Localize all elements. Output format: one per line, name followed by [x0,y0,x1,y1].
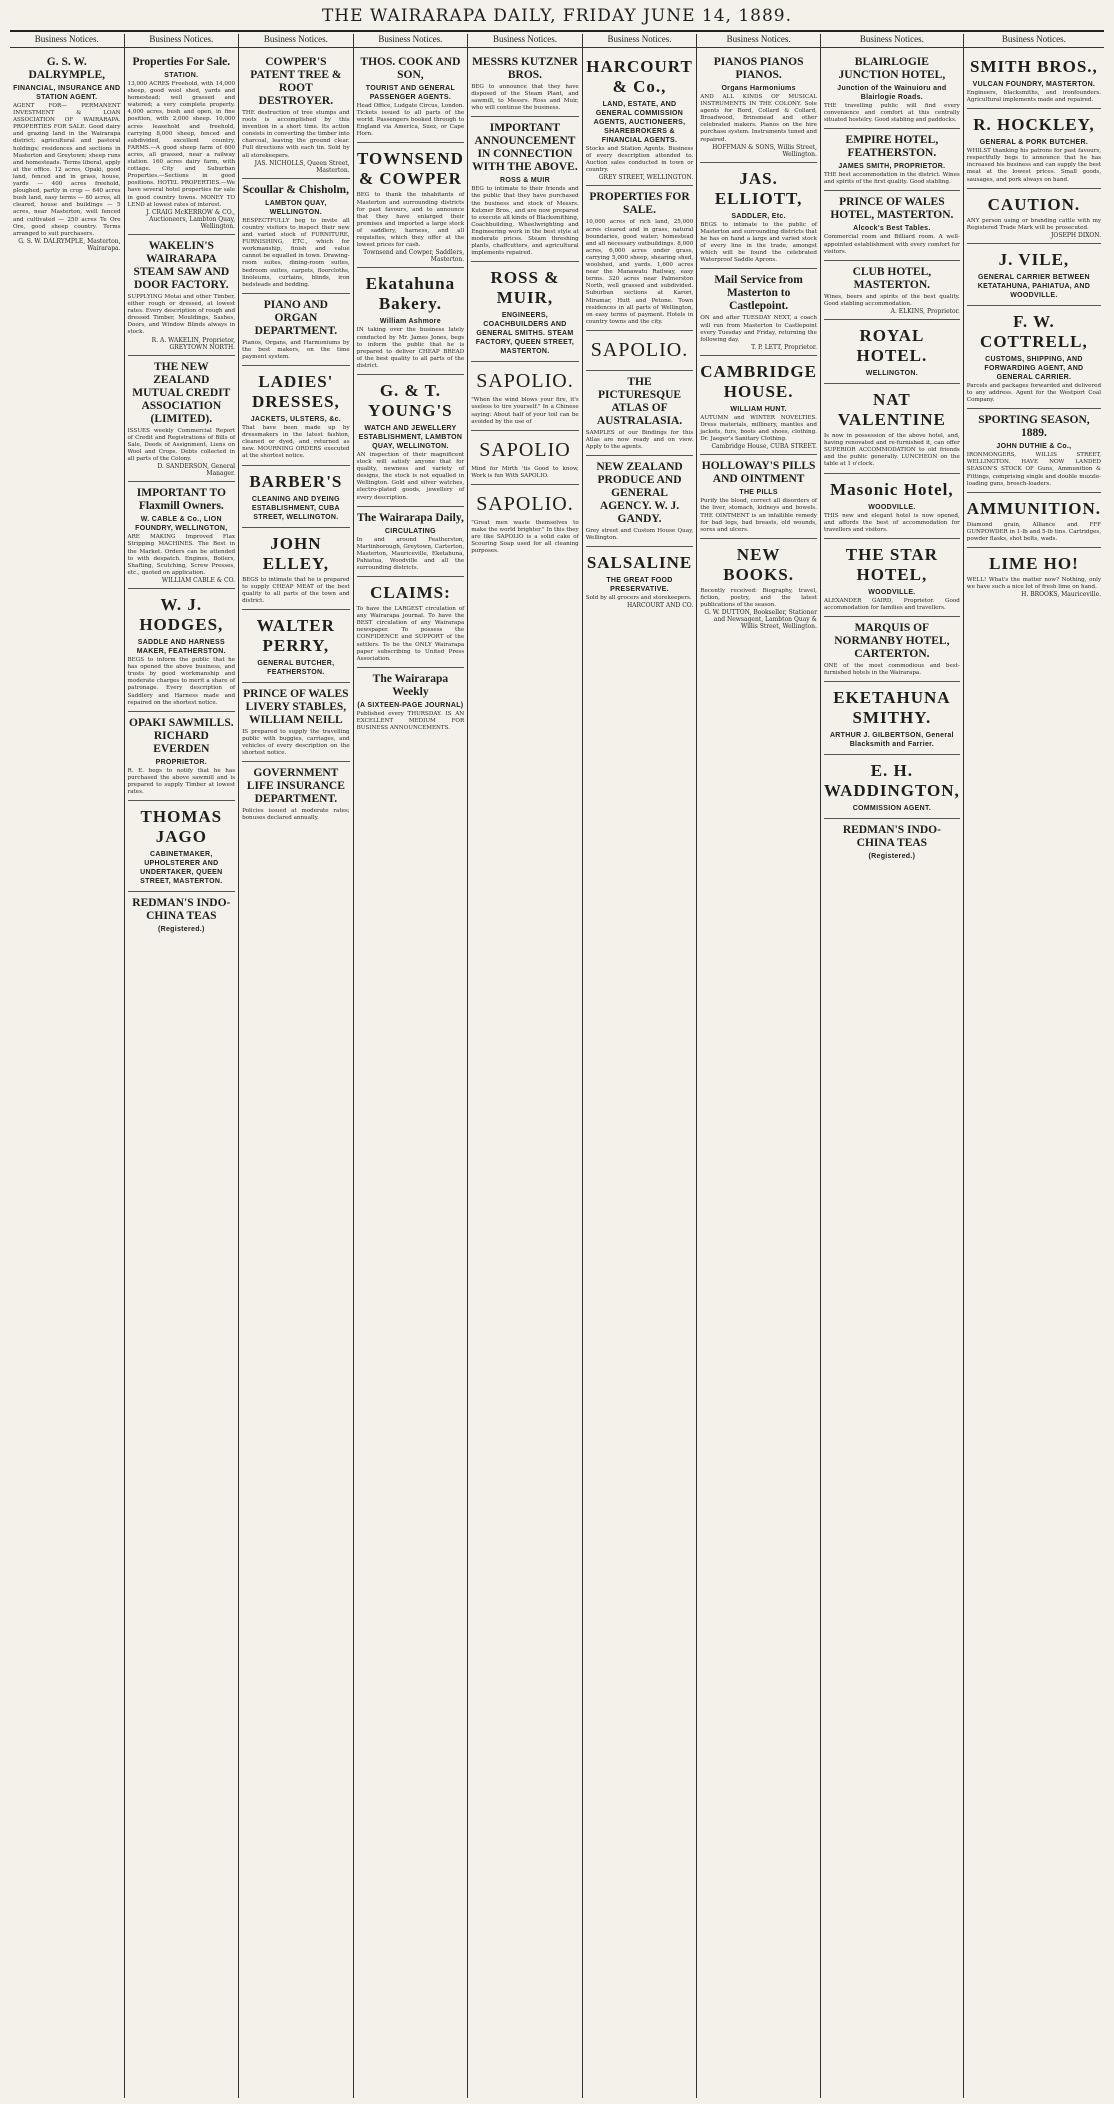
ad-body: ALEXANDER GAIRD, Proprietor. Good accommodation for families and travellers. [823,597,960,611]
ad-body: Policies issued at moderate rates; bonuses declared annually. [242,808,350,822]
advertisement [128,51,236,235]
advertisement [128,801,236,892]
ad-title: SMITH BROS., [970,57,1098,76]
ad-body: RESPECTFULLY beg to invite all country visitors to inspect their new and varied stock of FURNITURE, FURNISHING, ETC., which for workmanship, finish and value cannot be equalled in town. Drawing-room suites, dining-room suites, bedroom suites, carpets, floorcloths, linoleums, curtains, blinds, iron bedsteads and bedding. [242,217,350,288]
advertisement [824,320,960,384]
advertisement [357,268,465,375]
ad-title: Masonic Hotel, [830,479,954,499]
ad-subtitle: LAND, ESTATE, AND GENERAL COMMISSION AGENTS, AUCTIONEERS, SHAREBROKERS & FINANCIAL AGENTS. [593,101,686,144]
ad-body: WELL! What's the matter now? Nothing, only we have such a nice lot of fresh lime on hand. [966,576,1102,591]
ad-title: SAPOLIO. [476,492,574,515]
ad-title: AMMUNITION. [966,498,1102,518]
advertisement [586,547,694,613]
ad-subtitle: (Registered.) [157,926,205,934]
advertisement [586,456,694,547]
ad-title: The Wairarapa Daily, [357,511,464,524]
ad-title: WALTER PERRY, [256,615,335,655]
ad-title: OPAKI SAWMILLS. RICHARD EVERDEN [129,716,234,755]
advertisement [242,466,350,528]
advertisement [357,51,465,143]
column-9 [964,34,1104,2098]
ad-body: SUPPLYING Motai and other Timber, either rough or dressed, at lowest rates. Every description of rough and dressed Timber, Mouldings, Sashes, Doors, and Window Blinds always in stock. [127,293,236,336]
ad-body: AN inspection of their magnificent stock will satisfy anyone that for quality, newness and variety of designs, the stock is not equalled in Wellington. Gold and silver watches, electro-plated goods, jewellery of every description. [356,451,465,501]
ad-body: BEG to announce that they have disposed of the Steam Plant, and sawmill, to Messrs. Ross and Muir, who will continue the business. [471,84,579,112]
ad-title: COWPER'S PATENT TREE & ROOT DESTROYER. [250,56,342,107]
ad-title: PIANO AND ORGAN DEPARTMENT. [254,298,338,337]
advertisement [700,356,817,455]
ad-subtitle: COMMISSION AGENT. [852,805,932,813]
column-header: Business Notices. [468,34,582,48]
ad-body: BEG to thank the inhabitants of Masterton and surrounding districts for past favours, and to announce that they have enlarged their premises and imported a large stock of saddlery, harness, and all requisites, which they offer at the lowest prices for cash. [356,192,465,249]
ad-title: ROSS & MUIR, [490,268,560,308]
advertisement [967,548,1101,602]
ad-body: ON and after TUESDAY NEXT, a coach will run from Masterton to Castlepoint every Tuesday and Friday, returning the following day. [700,315,817,343]
advertisement [586,331,694,371]
ad-body: AND ALL KINDS OF MUSICAL INSTRUMENTS IN THE COLONY. Sole agents for Bord, Collard & Collard, Broadwood, Brinsmead and other celebrated makers. Pianos on the hire purchase system. Instruments tuned and repaired. [700,94,817,143]
ad-body: That have been made up by dressmakers in the latest fashion, cleaned or dyed, and returned as new. MOURNING ORDERS executed at the shortest notice. [242,425,350,460]
ad-title: CLAIMS: [370,583,451,603]
ad-body: IN taking over the business lately conducted by Mr. James Jones, begs to inform the public that he is prepared to deliver CHEAP BREAD of the best quality to all parts of the district. [356,327,465,369]
advertisement [128,356,236,483]
ad-body: IS prepared to supply the travelling public with buggies, carriages, and vehicles of every description on the shortest notice. [242,728,350,757]
ad-subtitle: CLEANING AND DYEING ESTABLISHMENT, CUBA STREET, WELLINGTON. [251,495,340,521]
ad-subtitle: GENERAL BUTCHER, FEATHERSTON. [257,659,335,676]
ad-body: To have the LARGEST circulation of any Wairarapa journal. To have the BEST circulation of any Wairarapa newspaper. To possess the CONFIDENCE and SUPPORT of the settlers. To be the ONLY Wairarapa paper subscribing to United Press Association. [356,606,465,662]
ad-title: SAPOLIO. [590,338,689,361]
column-1 [10,34,125,2098]
ad-body: THE destruction of tree stumps and roots is accomplished by this invention in a short time. Its action consists in converting the timber into charcoal, leaving the ground clear. Full directions with each tin. Sold by all storekeepers. [242,110,350,159]
column-8 [821,34,964,2098]
advertisement [967,493,1101,548]
ad-subtitle: THE GREAT FOOD PRESERVATIVE. [606,577,673,594]
ad-body: Engineers, blacksmiths, and ironfounders. Agricultural implements made and repaired. [966,90,1102,104]
ad-body: SAMPLES of our Bindings for this Atlas are now ready and on view. Apply to the agents. [585,429,694,451]
ad-title: HOLLOWAY'S PILLS AND OINTMENT [701,460,816,486]
masthead: THE WAIRARAPA DAILY, FRIDAY JUNE 14, 1889. [10,6,1104,32]
advertisement [357,577,465,668]
advertisement [824,191,960,260]
ad-title: JAS. ELLIOTT, [714,168,803,208]
ad-signature: A. ELKINS, Proprietor. [890,307,960,315]
ad-title: PROPERTIES FOR SALE. [589,191,690,217]
ad-title: Scoullar & Chisholm, [242,183,349,196]
ad-title: W. J. HODGES, [139,595,224,635]
ad-subtitle: W. CABLE & Co., LION FOUNDRY, WELLINGTON, [135,516,228,533]
ad-title: HARCOURT & Co., [586,57,693,96]
advertisement [700,51,817,163]
advertisement [824,617,960,682]
advertisement [824,261,960,320]
ad-title: MARQUIS OF NORMANBY HOTEL, CARTERTON. [834,621,950,660]
ad-body: BEG to intimate to their friends and the public that they have purchased the business and stock of Messrs. Kutzner Bros., and are now prepared to execute all kinds of Blacksmithing, Coachbuilding, Wheelwrighting and Engineering work in the best style at moderate prices. Steam threshing plants, chaffcutters, and agricultural implements repaired. [471,186,579,257]
ad-title: PRINCE OF WALES LIVERY STABLES, WILLIAM NEILL [243,687,349,726]
ad-title: THE STAR HOTEL, [845,544,938,584]
ad-subtitle: THE PILLS [739,489,778,497]
advertisement [357,375,465,507]
ad-title: Ekatahuna Bakery. [365,274,456,314]
column-2 [125,34,240,2098]
ad-title: BARBER'S [249,471,343,491]
ad-subtitle: CUSTOMS, SHIPPING, AND FORWARDING AGENT, AND GENERAL CARRIER. [984,355,1084,381]
advertisement [586,186,694,330]
ad-body: In and around Featherston, Martinborough, Greytown, Carterton, Masterton, Mauriceville, Eketahuna, Pahiatua, Woodville and all the surrounding districts. [356,536,465,571]
column-header: Business Notices. [10,34,124,48]
ad-subtitle: TOURIST AND GENERAL PASSENGER AGENTS. [365,85,456,101]
ad-body: THE best accommodation in the district. Wines and spirits of the first quality. Good stabling. [823,172,960,186]
ad-title: TOWNSEND & COWPER [356,149,464,189]
advertisement [471,485,579,559]
ad-signature: JOSEPH DIXON. [1051,231,1102,239]
ad-title: R. HOCKLEY, [973,115,1095,135]
advertisement [586,371,694,456]
ad-title: G. S. W. DALRYMPLE, [28,56,106,81]
advertisement [357,143,465,268]
ad-title: The Wairarapa Weekly [372,672,449,698]
ad-subtitle: JOHN DUTHIE & Co., [996,443,1072,451]
advertisement [242,610,350,683]
ad-body: BEGS to intimate that he is prepared to supply CHEAP MEAT of the best quality to all parts of the town and district. [242,576,350,604]
ad-subtitle: GENERAL CARRIER BETWEEN KETATAHUNA, PAHIATUA, AND WOODVILLE. [977,273,1091,299]
ad-title: MESSRS KUTZNER BROS. [472,56,578,81]
column-header: Business Notices. [354,34,468,48]
ad-title: CAMBRIDGE HOUSE. [700,361,817,401]
ad-body: THE travelling public will find every convenience and comfort at this centrally situated hostelry. Good stabling and paddocks. [823,103,960,124]
advertisement [357,668,465,736]
column-header: Business Notices. [821,34,963,48]
ad-subtitle: JAMES SMITH, PROPRIETOR. [838,163,946,171]
ad-subtitle: WATCH AND JEWELLERY ESTABLISHMENT, LAMBTON QUAY, WELLINGTON. [358,424,463,450]
ad-body: Parcels and packages forwarded and delivered to any address. Agent for the Westport Coal Company. [966,382,1102,404]
advertisement [967,189,1101,244]
ad-signature: JAS. NICHOLLS, Queen Street, Masterton. [254,159,350,174]
advertisement [824,384,960,473]
advertisement [242,179,350,294]
ad-body: Pianos, Organs, and Harmoniums by the best makers, on the time payment system. [242,339,350,360]
ad-title: ROYAL HOTEL. [856,326,928,366]
ad-title: BLAIRLOGIE JUNCTION HOTEL, [838,56,946,81]
ad-signature: H. BROOKS, Mauriceville. [1021,591,1102,599]
advertisement [128,712,236,801]
advertisement [242,762,350,826]
ad-subtitle: WILLIAM HUNT. [730,405,787,413]
ad-subtitle: VULCAN FOUNDRY, MASTERTON. [972,81,1096,88]
ad-body: Mind for Mirth 'tis Good to know, Work is fun With SAPOLIO. [471,465,579,479]
advertisement [128,482,236,589]
ad-signature: HARCOURT AND CO. [626,602,694,610]
advertisement [824,474,960,539]
ad-subtitle: PROPRIETOR. [155,758,208,766]
ad-title: THE PICTURESQUE ATLAS OF AUSTRALASIA. [596,375,683,427]
ad-title: REDMAN'S INDO-CHINA TEAS [842,824,941,850]
ad-body: Recently received: Biography, travel, fiction, poetry, and the latest publications of the season. [700,587,817,608]
advertisement [128,892,236,939]
advertisement [471,262,579,362]
advertisement [242,528,350,610]
ad-title: THE NEW ZEALAND MUTUAL CREDIT ASSOCIATION (LIMITED). [132,360,231,425]
ad-body: Is now in possession of the above hotel, and, having renovated and re-furnished it, can offer SUPERIOR ACCOMMODATION to old friends and the public generally. LUNCHEON on the table at 1 o'clock. [823,433,960,468]
ad-title: Mail Service from Masterton to Castlepoint. [714,274,803,313]
advertisement [128,235,236,356]
advertisement [700,455,817,538]
advertisement [471,431,579,485]
column-header: Business Notices. [125,34,239,48]
column-5 [468,34,583,2098]
ad-title: NEW BOOKS. [723,544,794,584]
column-header: Business Notices. [697,34,820,48]
ad-body: Diamond grain, Alliance and FFF GUNPOWDER in 1-lb and 5-lb tins. Cartridges, powder flasks, shot belts, wads. [966,521,1102,542]
advertisement [242,683,350,762]
ad-title: EMPIRE HOTEL, FEATHERSTON. [845,134,939,160]
ad-body: AGENT FOR— PERMANENT INVESTMENT & LOAN ASSOCIATION OF WAIRARAPA. PROPERTIES FOR SALE. Good dairy and grazing land in the Wairarapa district; agricultural and pastoral holdings; residences and sections in Masterton and Greytown; sheep runs and homesteads. Terms liberal, apply at the office. 12 acres, Opaki, good land, fenced and in grass, house, yards — 400 acres freehold, ploughed, partly in crop — 640 acres bush land, easy terms — 80 acres, all cleared, house and buildings — 5 acres, near Masterton, well fenced and cultivated — 250 acres Te Ore Ore, good sheep country. Terms arranged to suit purchasers. [13,103,121,237]
ad-signature: WILLIAM CABLE & CO. [161,576,236,584]
ad-body: AUTUMN and WINTER NOVELTIES. Dress materials, millinery, mantles and jackets, furs, boots and shoes, clothing. Dr. Jaeger's Sanitary Clothing. [700,414,817,443]
ad-subtitle: Organs Harmoniums [721,85,796,92]
advertisement [967,244,1101,306]
ad-subtitle: SADDLE AND HARNESS MAKER, FEATHERSTON. [136,639,226,656]
ad-title: G. & T. YOUNG'S [368,380,453,420]
ad-title: REDMAN'S INDO-CHINA TEAS [132,897,231,923]
ad-body: BEGS to inform the public that he has opened the above business, and trusts by good workmanship and moderate charges to merit a share of patronage. Every description of Saddlery and Harness made and repaired on the shortest notice. [127,657,236,706]
ad-subtitle: WELLINGTON. [865,370,918,378]
ad-body: ANY person using or branding cattle with my Registered Trade Mark will be prosecuted. [966,217,1102,231]
advertisement [967,109,1101,188]
ad-body: THIS new and elegant hotel is now opened, and affords the best of accommodation for travellers and visitors. [823,512,960,533]
ad-subtitle: Junction of the Wainuioru and Blairlogie Roads. [837,85,947,101]
ad-title: J. VILE, [998,249,1070,269]
ad-subtitle: Alcock's Best Tables. [853,225,931,233]
ad-body: Purify the blood, correct all disorders of the liver, stomach, kidneys and bowels. THE OINTMENT is an infallible remedy for bad legs, bad breasts, old wounds, sores and ulcers. [700,498,817,533]
ad-title: IMPORTANT ANNOUNCEMENT IN CONNECTION WITH THE ABOVE. [472,122,578,174]
ad-signature: J. CRAIG McKERROW & CO., Auctioneers, Lambton Quay, Wellington. [146,208,236,230]
column-6 [583,34,698,2098]
ad-subtitle: CIRCULATING [384,527,436,535]
ad-subtitle: William Ashmore [379,318,441,326]
advertisement [700,163,817,270]
ad-subtitle: SADDLER, Etc. [731,212,786,220]
ad-title: F. W. COTTRELL, [980,311,1088,351]
ad-signature: D. SANDERSON, General Manager. [157,463,236,478]
ad-body: Head Office, Ludgate Circus, London. Tickets issued to all parts of the world. Passengers booked through to England via America, Suez, or Cape Horn. [356,103,465,138]
ad-subtitle: STATION. [164,72,199,79]
ad-signature: Cambridge House, CUBA STREET. [711,443,817,451]
ad-title: THOMAS JAGO [140,807,223,847]
advertisement [700,269,817,355]
advertisement [824,51,960,129]
advertisement [128,589,236,712]
ad-subtitle: WOODVILLE. [868,588,916,596]
ad-body: Stocks and Station Agents. Business of every description attended to. Auction sales conducted in town or country. [585,146,694,174]
ad-signature: G. S. W. DALRYMPLE, Masterton, Wairarapa. [18,237,121,252]
ad-title: PRINCE OF WALES HOTEL, MASTERTON. [830,196,954,222]
ad-title: WAKELIN'S WAIRARAPA STEAM SAW AND DOOR FACTORY. [133,239,230,291]
ad-title: SPORTING SEASON, 1889. [978,414,1090,440]
column-4 [354,34,469,2098]
ad-title: LIME HO! [989,553,1079,573]
ad-body: Grey street and Custom House Quay, Wellington. [585,528,694,542]
advertisement [13,51,121,256]
ad-signature: Townsend and Cowper, Saddlers, Masterton. [363,249,465,264]
ad-title: SALSALINE [586,553,693,573]
ad-subtitle: ENGINEERS, COACHBUILDERS AND GENERAL SMITHS. STEAM FACTORY, QUEEN STREET, MASTERTON. [475,312,575,356]
advertisement [967,409,1101,492]
ad-body: "When the wind blows your fire, it's useless to tire yourself." In a Chinese saying: About half of your toil can be avoided by the use of [471,397,579,425]
ad-title: IMPORTANT TO Flaxmill Owners. [136,487,226,513]
ad-subtitle: JACKETS, ULSTERS, &c. [250,416,342,424]
ad-signature: GREY STREET, WELLINGTON. [598,174,694,182]
ad-body: WHILST thanking his patrons for past favours, respectfully begs to announce that he has increased his business and can supply the best meat at the lowest prices. Small goods, sausages, and pork always on hand. [966,148,1102,183]
ad-title: CLUB HOTEL, MASTERTON. [852,265,932,291]
ad-signature: T. P. LETT, Proprietor. [751,343,817,351]
ad-title: LADIES' DRESSES, [251,372,340,412]
column-header: Business Notices. [583,34,697,48]
ad-subtitle: (A SIXTEEN-PAGE JOURNAL) [357,701,464,709]
ad-body: IRONMONGERS, WILLIS STREET, WELLINGTON. HAVE NOW LANDED SEASON'S STOCK OF Guns, Ammunition & Fittings, comprising single and double muzzle-loading guns, breech-loaders. [966,452,1102,487]
ad-body: ARE MAKING Improved Flax Stripping MACHINES. The Best in the Market. Orders can be attended to with despatch. Engines, Boilers, Shafting, Scutching, Screw Presses, etc., quoted on application. [127,534,236,576]
advertisement [242,294,350,366]
ad-body: BEGS to intimate to the public of Masterton and surrounding districts that he has on hand a large and varied stock of every line in the trade, amongst which will be found the celebrated Waterproof Saddle Aprons. [700,221,817,264]
ad-body: 13,000 ACRES Freehold, with 14,000 sheep, good wool shed, yards and homestead; well grassed and watered; a very complete property. 4,000 acres, bush and open, in fine position, with 2,000 sheep. 10,000 acres leasehold and freehold, carrying 8,000 sheep, fenced and subdivided, excellent country. FARMS.—A good sheep farm of 600 acres, all grassed, near a railway station. 160 acres dairy farm, with cottage. City and Suburban Properties.—Sections in good positions. HOTEL PROPERTIES.—We have several hotel properties for sale in good country towns. MONEY TO LEND at lowest rates of interest. [127,81,236,208]
ad-signature: HOFFMAN & SONS, Willis Street, Wellington. [712,143,817,158]
advertisement [967,306,1101,409]
ad-subtitle: WOODVILLE. [868,503,916,511]
ad-subtitle: (Registered.) [868,853,916,861]
ad-signature: G. W. DUTTON, Bookseller, Stationer and Newsagent, Lambton Quay & Willis Street, Wellington. [704,609,817,631]
advertisement [824,129,960,191]
ad-body: R. E. begs to notify that he has purchased the above sawmill and is prepared to supply Timber at lowest rates. [127,767,236,795]
ad-title: PIANOS PIANOS PIANOS. [713,56,804,81]
ad-subtitle: ARTHUR J. GILBERTSON, General Blacksmith and Farrier. [829,732,954,749]
ad-title: CAUTION. [987,194,1081,214]
ad-body: Sold by all grocers and storekeepers. [585,595,692,602]
column-7 [697,34,821,2098]
ad-body: Wines, beers and spirits of the best quality. Good stabling accommodation. [823,293,960,307]
ad-body: ISSUES weekly Commercial Report of Credit and Registrations of Bills of Sale, Deeds of Assignment, Liens on Wool and Crops. Debts collected in all parts of the Colony. [127,427,236,463]
ad-title: Properties For Sale. [132,56,231,68]
ad-title: SAPOLIO. [476,370,574,393]
advertisement [471,117,579,262]
ad-title: E. H. WADDINGTON, [823,761,960,801]
ad-body: Published every THURSDAY. IS AN EXCELLENT MEDIUM FOR BUSINESS ANNOUNCEMENTS. [356,710,465,732]
advertisement [242,51,350,179]
ad-title: NEW ZEALAND PRODUCE AND GENERAL AGENCY. W. J. GANDY. [596,461,683,526]
ad-title: SAPOLIO [479,438,571,461]
advertisement [967,51,1101,109]
ad-signature: R. A. WAKELIN, Proprietor, GREYTOWN NORTH. [151,336,236,351]
advertisement [824,755,960,819]
ad-subtitle: ROSS & MUIR [499,177,550,185]
advertisement [700,539,817,635]
advertisement [824,819,960,866]
column-header: Business Notices. [239,34,353,48]
advertisement [586,51,694,186]
ad-body: 10,000 acres of rich land, 25,000 acres cleared and in grass, natural boundaries, good water; homestead and all necessary outbuildings. 8,000 acres, 6,000 acres under grass, carrying 5,000 sheep, shearing shed, woolshed, and yards. 1,600 acres near the Manawatu Railway, easy terms. 320 acres near Palmerston North, well grassed and subdivided. Suburban sections at Karori, Miramar, Hutt and Petone. Town residences in all parts of Wellington, on easy terms of payment. Hotels in country towns and the city. [585,219,694,325]
column-header: Business Notices. [964,34,1104,48]
column-3 [239,34,354,2098]
advertisement [471,51,579,117]
columns-container [10,34,1104,2098]
advertisement [242,366,350,465]
ad-subtitle: GENERAL & PORK BUTCHER. [979,139,1089,147]
ad-title: GOVERNMENT LIFE INSURANCE DEPARTMENT. [246,767,345,806]
advertisement [824,682,960,755]
ad-subtitle: CABINETMAKER, UPHOLSTERER AND UNDERTAKER, QUEEN STREET, MASTERTON. [140,851,223,886]
ad-body: "Great men waste themselves to make the world brighter." In this they are like SAPOLIO is a solid cake of Scouring Soap used for all cleaning purposes. [471,519,579,555]
advertisement [824,539,960,617]
ad-body: ONE of the most commodious and best-furnished hotels in the Wairarapa. [823,662,960,677]
advertisement [471,362,579,430]
ad-subtitle: FINANCIAL, INSURANCE AND STATION AGENT. [13,85,121,101]
ad-subtitle: LAMBTON QUAY, WELLINGTON. [265,199,327,216]
advertisement [357,507,465,577]
ad-title: JOHN ELLEY, [262,533,330,573]
ad-title: NAT VALENTINE [837,390,946,430]
ad-title: THOS. COOK AND SON, [360,56,461,81]
ad-body: Commercial room and Billiard room. A well-appointed establishment with every comfort for visitors. [823,234,960,255]
ad-title: EKETAHUNA SMITHY. [833,688,951,728]
